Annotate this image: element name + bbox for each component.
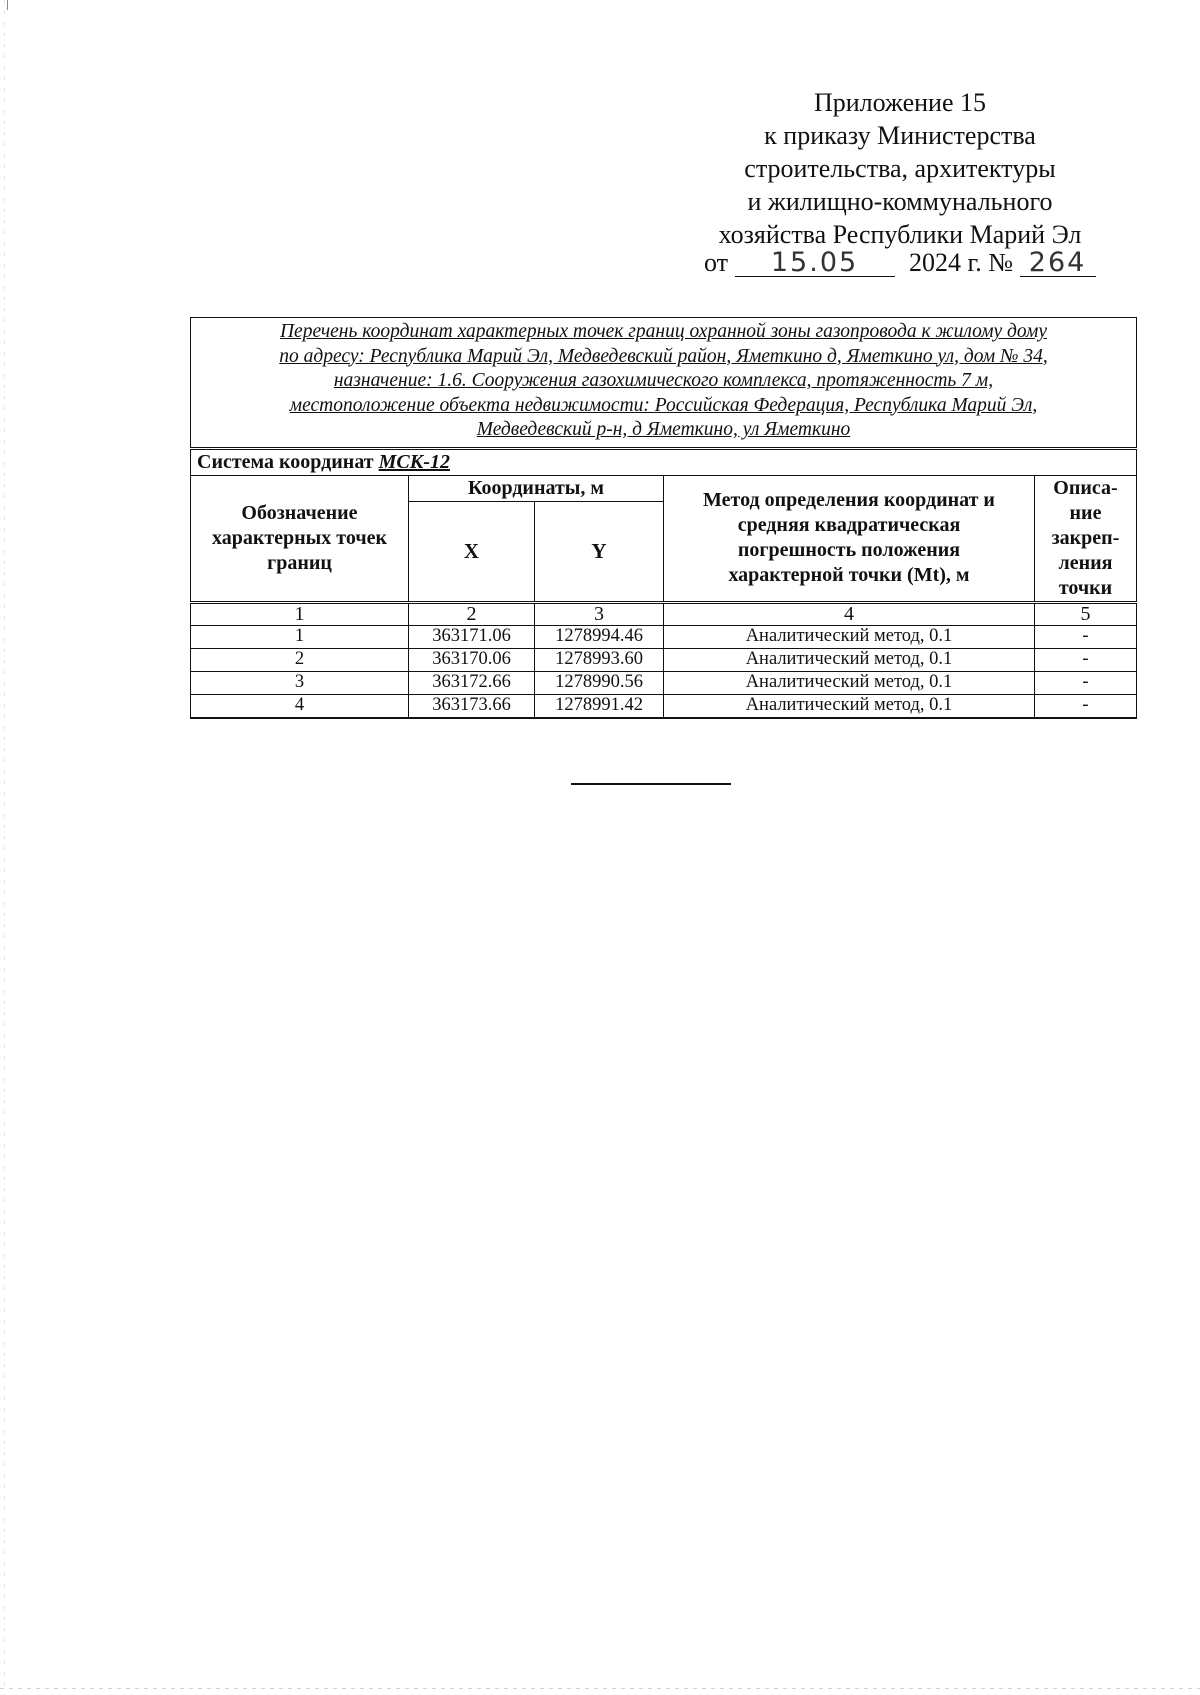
x-header: X — [409, 502, 535, 602]
coordinate-system-label: Система координат — [197, 450, 374, 473]
method: Аналитический метод, 0.1 — [664, 625, 1035, 648]
header-text-line: ления — [1058, 551, 1113, 574]
header-text-line: средняя квадратическая — [737, 514, 961, 536]
column-index: 1 — [191, 602, 409, 625]
method-header — [664, 475, 1035, 602]
scan-edge-bottom — [0, 1688, 1200, 1689]
point-number: 2 — [191, 648, 409, 671]
fixation-description: - — [1035, 671, 1137, 694]
point-number: 1 — [191, 625, 409, 648]
x-coordinate: 363173.66 — [409, 694, 535, 718]
designation-header — [191, 475, 409, 602]
coordinates-table — [190, 317, 1137, 719]
table-row — [191, 694, 1137, 718]
header-text-line: ние — [1069, 501, 1102, 524]
method: Аналитический метод, 0.1 — [664, 648, 1035, 671]
order-date-line — [704, 248, 1104, 278]
scan-edge-left — [4, 0, 5, 1695]
coordinate-system-value: МСК-12 — [378, 450, 450, 473]
coordinate-system-row — [191, 448, 1137, 475]
table-title-line: Медведевский р-н, д Яметкино, ул Яметкино — [476, 419, 851, 440]
header-text-line: Метод определения координат и — [703, 489, 995, 511]
table-title-line: по адресу: Республика Марий Эл, Медведевский район, Яметкино д, Яметкино ул, дом № 34, — [279, 345, 1048, 367]
y-coordinate: 1278990.56 — [535, 671, 664, 694]
table-title-line: назначение: 1.6. Сооружения газохимического комплекса, протяженность 7 м, — [333, 370, 994, 391]
header-line: строительства, архитектуры — [744, 154, 1056, 183]
header-text-line: закреп- — [1051, 526, 1120, 549]
coordinate-system — [191, 448, 1137, 475]
table-row — [191, 625, 1137, 648]
fixation-description: - — [1035, 648, 1137, 671]
order-year-text: 2024 г. № — [909, 248, 1014, 277]
column-index: 5 — [1035, 602, 1137, 625]
x-coordinate: 363170.06 — [409, 648, 535, 671]
column-index: 2 — [409, 602, 535, 625]
y-coordinate: 1278991.42 — [535, 694, 664, 718]
y-header: Y — [535, 502, 664, 602]
fixation-description: - — [1035, 694, 1137, 718]
header-line: Приложение 15 — [813, 88, 987, 117]
table-title-line: Перечень координат характерных точек границ охранной зоны газопровода к жилому дому — [279, 321, 1048, 342]
header-text-line: характерных точек — [211, 526, 388, 549]
header-text-line: точки — [1058, 576, 1113, 599]
header-line: к приказу Министерства — [764, 121, 1036, 150]
table-title-line: местоположение объекта недвижимости: Российская Федерация, Республика Марий Эл, — [289, 394, 1038, 416]
end-of-document-rule — [571, 783, 731, 785]
appendix-header — [680, 86, 1120, 251]
point-number: 3 — [191, 671, 409, 694]
y-coordinate: 1278993.60 — [535, 648, 664, 671]
date-prefix: от — [704, 248, 729, 277]
y-coordinate: 1278994.46 — [535, 625, 664, 648]
fixation-description: - — [1035, 625, 1137, 648]
table-row — [191, 648, 1137, 671]
method: Аналитический метод, 0.1 — [664, 694, 1035, 718]
coordinates-header: Координаты, м — [409, 475, 664, 502]
x-coordinate: 363172.66 — [409, 671, 535, 694]
order-date-handwritten: 15.05 — [735, 250, 895, 277]
table-header-row — [191, 475, 1137, 502]
x-coordinate: 363171.06 — [409, 625, 535, 648]
header-text-line: характерной точки (Mt), м — [728, 564, 970, 586]
scan-mark — [7, 0, 8, 10]
header-line: и жилищно-коммунального — [747, 187, 1053, 216]
order-number-handwritten: 264 — [1020, 250, 1096, 277]
header-text-line: границ — [267, 551, 332, 574]
table-title-row — [191, 318, 1137, 449]
header-line: хозяйства Республики Марий Эл — [718, 220, 1082, 249]
point-number: 4 — [191, 694, 409, 718]
table-title — [191, 318, 1137, 449]
header-text-line: Обозначение — [241, 501, 358, 524]
column-index: 4 — [664, 602, 1035, 625]
method: Аналитический метод, 0.1 — [664, 671, 1035, 694]
header-text-line: Описа- — [1053, 476, 1118, 499]
table-row — [191, 671, 1137, 694]
column-index-row — [191, 602, 1137, 625]
column-index: 3 — [535, 602, 664, 625]
header-text-line: погрешность положения — [737, 539, 961, 561]
description-header — [1035, 475, 1137, 602]
